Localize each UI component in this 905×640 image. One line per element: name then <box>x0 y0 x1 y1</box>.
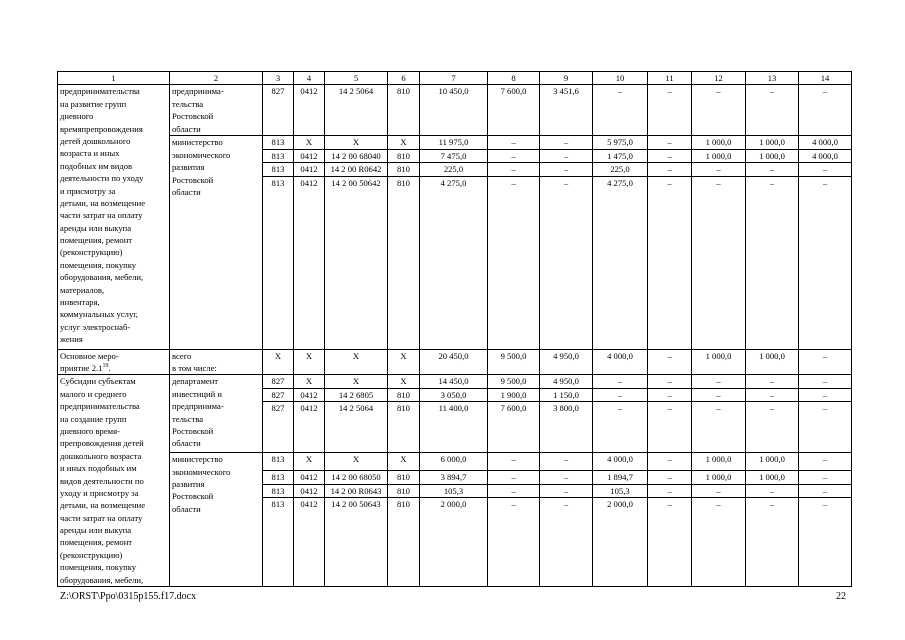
value-cell: 10 450,0 <box>420 85 488 136</box>
value-cell: – <box>746 163 799 176</box>
text-line: дневного время- <box>60 425 120 436</box>
value-cell: Х <box>388 453 420 471</box>
value-cell: 3 451,6 <box>540 85 593 136</box>
value-cell: 14 2 6805 <box>325 388 388 401</box>
value-cell: 225,0 <box>420 163 488 176</box>
value-cell: 810 <box>388 176 420 349</box>
value-cell: – <box>799 388 852 401</box>
column-number: 13 <box>746 72 799 85</box>
value-cell: 810 <box>388 85 420 136</box>
text-line: части затрат на оплату <box>60 512 143 523</box>
value-cell: – <box>746 375 799 388</box>
text-line: аренды или выкупа <box>60 525 132 536</box>
text-line: Субсидии субъектам <box>60 376 136 387</box>
column-number: 1 <box>58 72 170 85</box>
total-label <box>170 349 263 375</box>
value-cell: 810 <box>388 149 420 162</box>
value-cell: – <box>799 176 852 349</box>
value-cell: – <box>799 402 852 453</box>
value-cell: 813 <box>263 163 294 176</box>
value-cell: 813 <box>263 453 294 471</box>
value-cell: – <box>648 484 692 497</box>
value-cell: Х <box>325 136 388 149</box>
value-cell: 4 275,0 <box>420 176 488 349</box>
value-cell: 5 975,0 <box>593 136 648 149</box>
text-line: предпринима- <box>172 401 224 412</box>
value-cell: – <box>692 375 746 388</box>
value-cell: 1 000,0 <box>692 471 746 484</box>
value-cell: – <box>488 136 540 149</box>
text-line: области <box>172 438 201 449</box>
column-number: 9 <box>540 72 593 85</box>
value-cell: 105,3 <box>420 484 488 497</box>
text-line: подобных им видов <box>60 160 133 171</box>
text-line: инвестиций и <box>172 388 222 399</box>
value-cell: – <box>488 471 540 484</box>
table-row <box>58 375 852 388</box>
text-line: тельства <box>172 413 204 424</box>
value-cell: – <box>692 163 746 176</box>
value-cell: Х <box>388 136 420 149</box>
value-cell: 1 900,0 <box>488 388 540 401</box>
value-cell: – <box>648 85 692 136</box>
text-line: предпринимательства <box>60 86 140 97</box>
value-cell: 1 000,0 <box>692 136 746 149</box>
value-cell: 14 2 00 50642 <box>325 176 388 349</box>
value-cell: 7 600,0 <box>488 85 540 136</box>
text-line: услуг электроснаб- <box>60 321 131 332</box>
column-number: 3 <box>263 72 294 85</box>
text-line: детьми, на возмещение <box>60 197 146 208</box>
value-cell: 3 800,0 <box>540 402 593 453</box>
value-cell: – <box>648 498 692 587</box>
value-cell: 4 275,0 <box>593 176 648 349</box>
value-cell: – <box>488 498 540 587</box>
value-cell: 4 000,0 <box>799 136 852 149</box>
value-cell: 827 <box>263 375 294 388</box>
page-number: 22 <box>836 591 846 602</box>
value-cell: – <box>648 375 692 388</box>
value-cell: 2 000,0 <box>593 498 648 587</box>
text-line: экономического <box>172 149 231 160</box>
text-line: помещения, ремонт <box>60 537 133 548</box>
value-cell: – <box>799 498 852 587</box>
value-cell: 1 475,0 <box>593 149 648 162</box>
value-cell: 6 000,0 <box>420 453 488 471</box>
table-row <box>58 453 852 471</box>
value-cell: 3 894,7 <box>420 471 488 484</box>
value-cell: – <box>692 388 746 401</box>
text-line: развития <box>172 479 205 489</box>
value-cell: 14 2 00 68050 <box>325 471 388 484</box>
value-cell: 105,3 <box>593 484 648 497</box>
text-line: (реконструкцию) <box>60 247 123 258</box>
text-line: оборудования, мебели, <box>60 272 144 283</box>
value-cell: 14 2 00 R0642 <box>325 163 388 176</box>
value-cell: – <box>593 375 648 388</box>
value-cell: – <box>799 453 852 471</box>
text-line: Ростовской <box>172 491 214 502</box>
value-cell: – <box>692 85 746 136</box>
text-line: дошкольного возраста <box>60 450 142 461</box>
value-cell: – <box>746 176 799 349</box>
column-number: 10 <box>593 72 648 85</box>
value-cell: 7 600,0 <box>488 402 540 453</box>
value-cell: 11 400,0 <box>420 402 488 453</box>
column-number: 8 <box>488 72 540 85</box>
budget-table <box>57 71 852 587</box>
value-cell: – <box>648 388 692 401</box>
value-cell: 14 2 00 R0643 <box>325 484 388 497</box>
value-cell: – <box>799 85 852 136</box>
text-line: области <box>172 186 201 197</box>
column-number: 11 <box>648 72 692 85</box>
text-line: министерство <box>172 137 223 148</box>
value-cell: 1 000,0 <box>746 453 799 471</box>
value-cell: – <box>692 402 746 453</box>
value-cell: – <box>540 149 593 162</box>
value-cell: 827 <box>263 388 294 401</box>
value-cell: 14 2 00 50643 <box>325 498 388 587</box>
text-line: на развитие групп <box>60 98 127 109</box>
text-line: предпринимательства <box>60 401 140 412</box>
executor-cell <box>170 375 263 453</box>
value-cell: – <box>540 136 593 149</box>
value-cell: 0412 <box>294 402 325 453</box>
value-cell: 4 950,0 <box>540 375 593 388</box>
text-line: всего <box>172 350 192 361</box>
value-cell: 1 000,0 <box>746 136 799 149</box>
measure-title <box>58 349 170 375</box>
value-cell: 9 500,0 <box>488 375 540 388</box>
value-cell: 813 <box>263 149 294 162</box>
text-line: департамент <box>172 376 219 387</box>
text-line: деятельности по уходу <box>60 173 144 184</box>
value-cell: 14 2 00 68040 <box>325 149 388 162</box>
value-cell: – <box>488 176 540 349</box>
table-row <box>58 85 852 136</box>
value-cell: 813 <box>263 176 294 349</box>
value-cell: 1 000,0 <box>746 471 799 484</box>
text-line: Ростовской <box>172 425 214 436</box>
value-cell: – <box>692 176 746 349</box>
footnote-mark: 19 <box>102 363 109 370</box>
value-cell: 810 <box>388 402 420 453</box>
value-cell: Х <box>325 375 388 388</box>
value-cell: 810 <box>388 484 420 497</box>
text-line: министерство <box>172 454 223 465</box>
value-cell: Х <box>325 349 388 375</box>
text-line: помещения, покупку <box>60 259 137 270</box>
value-cell: – <box>540 453 593 471</box>
title-tail: . <box>108 363 111 374</box>
value-cell: – <box>648 176 692 349</box>
value-cell: – <box>593 85 648 136</box>
text-line: Ростовской <box>172 111 214 122</box>
text-line: области <box>172 123 201 134</box>
text-line: уходу и присмотру за <box>60 487 139 498</box>
text-line: детьми, на возмещение <box>60 500 146 511</box>
text-line: материалов, <box>60 284 105 295</box>
executor-cell <box>170 85 263 136</box>
text-line: жения <box>60 334 83 345</box>
value-cell: – <box>540 484 593 497</box>
column-number: 5 <box>325 72 388 85</box>
value-cell: 810 <box>388 163 420 176</box>
value-cell: – <box>593 388 648 401</box>
value-cell: 0412 <box>294 176 325 349</box>
value-cell: 1 894,7 <box>593 471 648 484</box>
text-line: времяпрепровождения <box>60 123 143 134</box>
text-line: видов деятельности по <box>60 475 144 486</box>
value-cell: – <box>746 85 799 136</box>
value-cell: Х <box>294 453 325 471</box>
text-line <box>60 362 167 374</box>
text-line: Основное меро- <box>60 350 119 361</box>
text-line: детей дошкольного <box>60 135 131 146</box>
value-cell: 14 2 5064 <box>325 402 388 453</box>
value-cell: – <box>593 402 648 453</box>
text-line: и присмотру за <box>60 185 116 196</box>
value-cell: – <box>746 388 799 401</box>
value-cell: – <box>746 402 799 453</box>
text-line: на создание групп <box>60 413 127 424</box>
executor-cell <box>170 136 263 349</box>
value-cell: 0412 <box>294 484 325 497</box>
value-cell: 0412 <box>294 85 325 136</box>
text-line: Ростовской <box>172 174 214 185</box>
value-cell: – <box>488 484 540 497</box>
text-line: аренды или выкупа <box>60 222 132 233</box>
column-number: 6 <box>388 72 420 85</box>
value-cell: 225,0 <box>593 163 648 176</box>
value-cell: – <box>648 149 692 162</box>
value-cell: 1 000,0 <box>746 149 799 162</box>
column-number: 7 <box>420 72 488 85</box>
file-path: Z:\ORST\Ppo\0315p155.f17.docx <box>60 591 197 602</box>
value-cell: 813 <box>263 471 294 484</box>
value-cell: 1 000,0 <box>692 453 746 471</box>
text-line: части затрат на оплату <box>60 210 143 221</box>
value-cell: Х <box>263 349 294 375</box>
text-line: (реконструкцию) <box>60 549 123 560</box>
value-cell: 7 475,0 <box>420 149 488 162</box>
column-number: 4 <box>294 72 325 85</box>
value-cell: 4 000,0 <box>593 349 648 375</box>
value-cell: 2 000,0 <box>420 498 488 587</box>
value-cell: 810 <box>388 388 420 401</box>
text-line: коммунальных услуг, <box>60 309 138 320</box>
value-cell: Х <box>294 136 325 149</box>
value-cell: 11 975,0 <box>420 136 488 149</box>
value-cell: 813 <box>263 498 294 587</box>
value-cell: 0412 <box>294 471 325 484</box>
value-cell: 1 150,0 <box>540 388 593 401</box>
value-cell: Х <box>294 349 325 375</box>
text-line: помещения, покупку <box>60 562 137 573</box>
value-cell: 3 050,0 <box>420 388 488 401</box>
text-line: области <box>172 503 201 514</box>
value-cell: 810 <box>388 498 420 587</box>
value-cell: – <box>540 471 593 484</box>
value-cell: Х <box>388 375 420 388</box>
value-cell: – <box>540 498 593 587</box>
value-cell: 20 450,0 <box>420 349 488 375</box>
text-line: помещения, ремонт <box>60 235 133 246</box>
value-cell: – <box>799 471 852 484</box>
value-cell: – <box>648 349 692 375</box>
value-cell: 1 000,0 <box>692 349 746 375</box>
text-line: оборудования, мебели, <box>60 574 144 585</box>
text-line: предпринима- <box>172 86 224 97</box>
value-cell: – <box>799 349 852 375</box>
value-cell: – <box>648 136 692 149</box>
text-line: экономического <box>172 466 231 477</box>
value-cell: Х <box>325 453 388 471</box>
executor-cell <box>170 453 263 587</box>
text-line: инвентаря, <box>60 297 100 308</box>
value-cell: 9 500,0 <box>488 349 540 375</box>
value-cell: 813 <box>263 484 294 497</box>
measure-description <box>58 375 170 587</box>
value-cell: 0412 <box>294 388 325 401</box>
value-cell: – <box>799 484 852 497</box>
value-cell: 1 000,0 <box>692 149 746 162</box>
value-cell: – <box>648 163 692 176</box>
value-cell: 827 <box>263 85 294 136</box>
table-row <box>58 349 852 375</box>
value-cell: Х <box>294 375 325 388</box>
text-line: препровождения детей <box>60 438 144 449</box>
table-row <box>58 136 852 149</box>
value-cell: 1 000,0 <box>746 349 799 375</box>
value-cell: – <box>746 498 799 587</box>
value-cell: – <box>488 163 540 176</box>
value-cell: Х <box>388 349 420 375</box>
value-cell: 14 2 5064 <box>325 85 388 136</box>
column-number: 14 <box>799 72 852 85</box>
value-cell: – <box>799 375 852 388</box>
column-number: 12 <box>692 72 746 85</box>
value-cell: – <box>648 471 692 484</box>
value-cell: – <box>488 453 540 471</box>
text-line: возраста и иных <box>60 148 120 159</box>
value-cell: – <box>540 163 593 176</box>
header-row <box>58 72 852 85</box>
value-cell: – <box>746 484 799 497</box>
value-cell: – <box>692 484 746 497</box>
value-cell: – <box>648 453 692 471</box>
title-text: приятие 2.1 <box>60 363 103 374</box>
value-cell: 4 000,0 <box>593 453 648 471</box>
text-line: в том числе: <box>172 363 217 374</box>
column-number: 2 <box>170 72 263 85</box>
text-line: дневного <box>60 111 94 122</box>
value-cell: 827 <box>263 402 294 453</box>
value-cell: 4 950,0 <box>540 349 593 375</box>
value-cell: 810 <box>388 471 420 484</box>
value-cell: 813 <box>263 136 294 149</box>
value-cell: – <box>648 402 692 453</box>
value-cell: 4 000,0 <box>799 149 852 162</box>
value-cell: 0412 <box>294 149 325 162</box>
value-cell: – <box>488 149 540 162</box>
measure-description <box>58 85 170 349</box>
value-cell: – <box>540 176 593 349</box>
value-cell: – <box>799 163 852 176</box>
text-line: тельства <box>172 98 204 109</box>
value-cell: 0412 <box>294 498 325 587</box>
text-line: и иных подобных им <box>60 463 137 474</box>
value-cell: 0412 <box>294 163 325 176</box>
text-line: малого и среднего <box>60 388 127 399</box>
value-cell: 14 450,0 <box>420 375 488 388</box>
value-cell: – <box>692 498 746 587</box>
text-line: развития <box>172 162 205 173</box>
